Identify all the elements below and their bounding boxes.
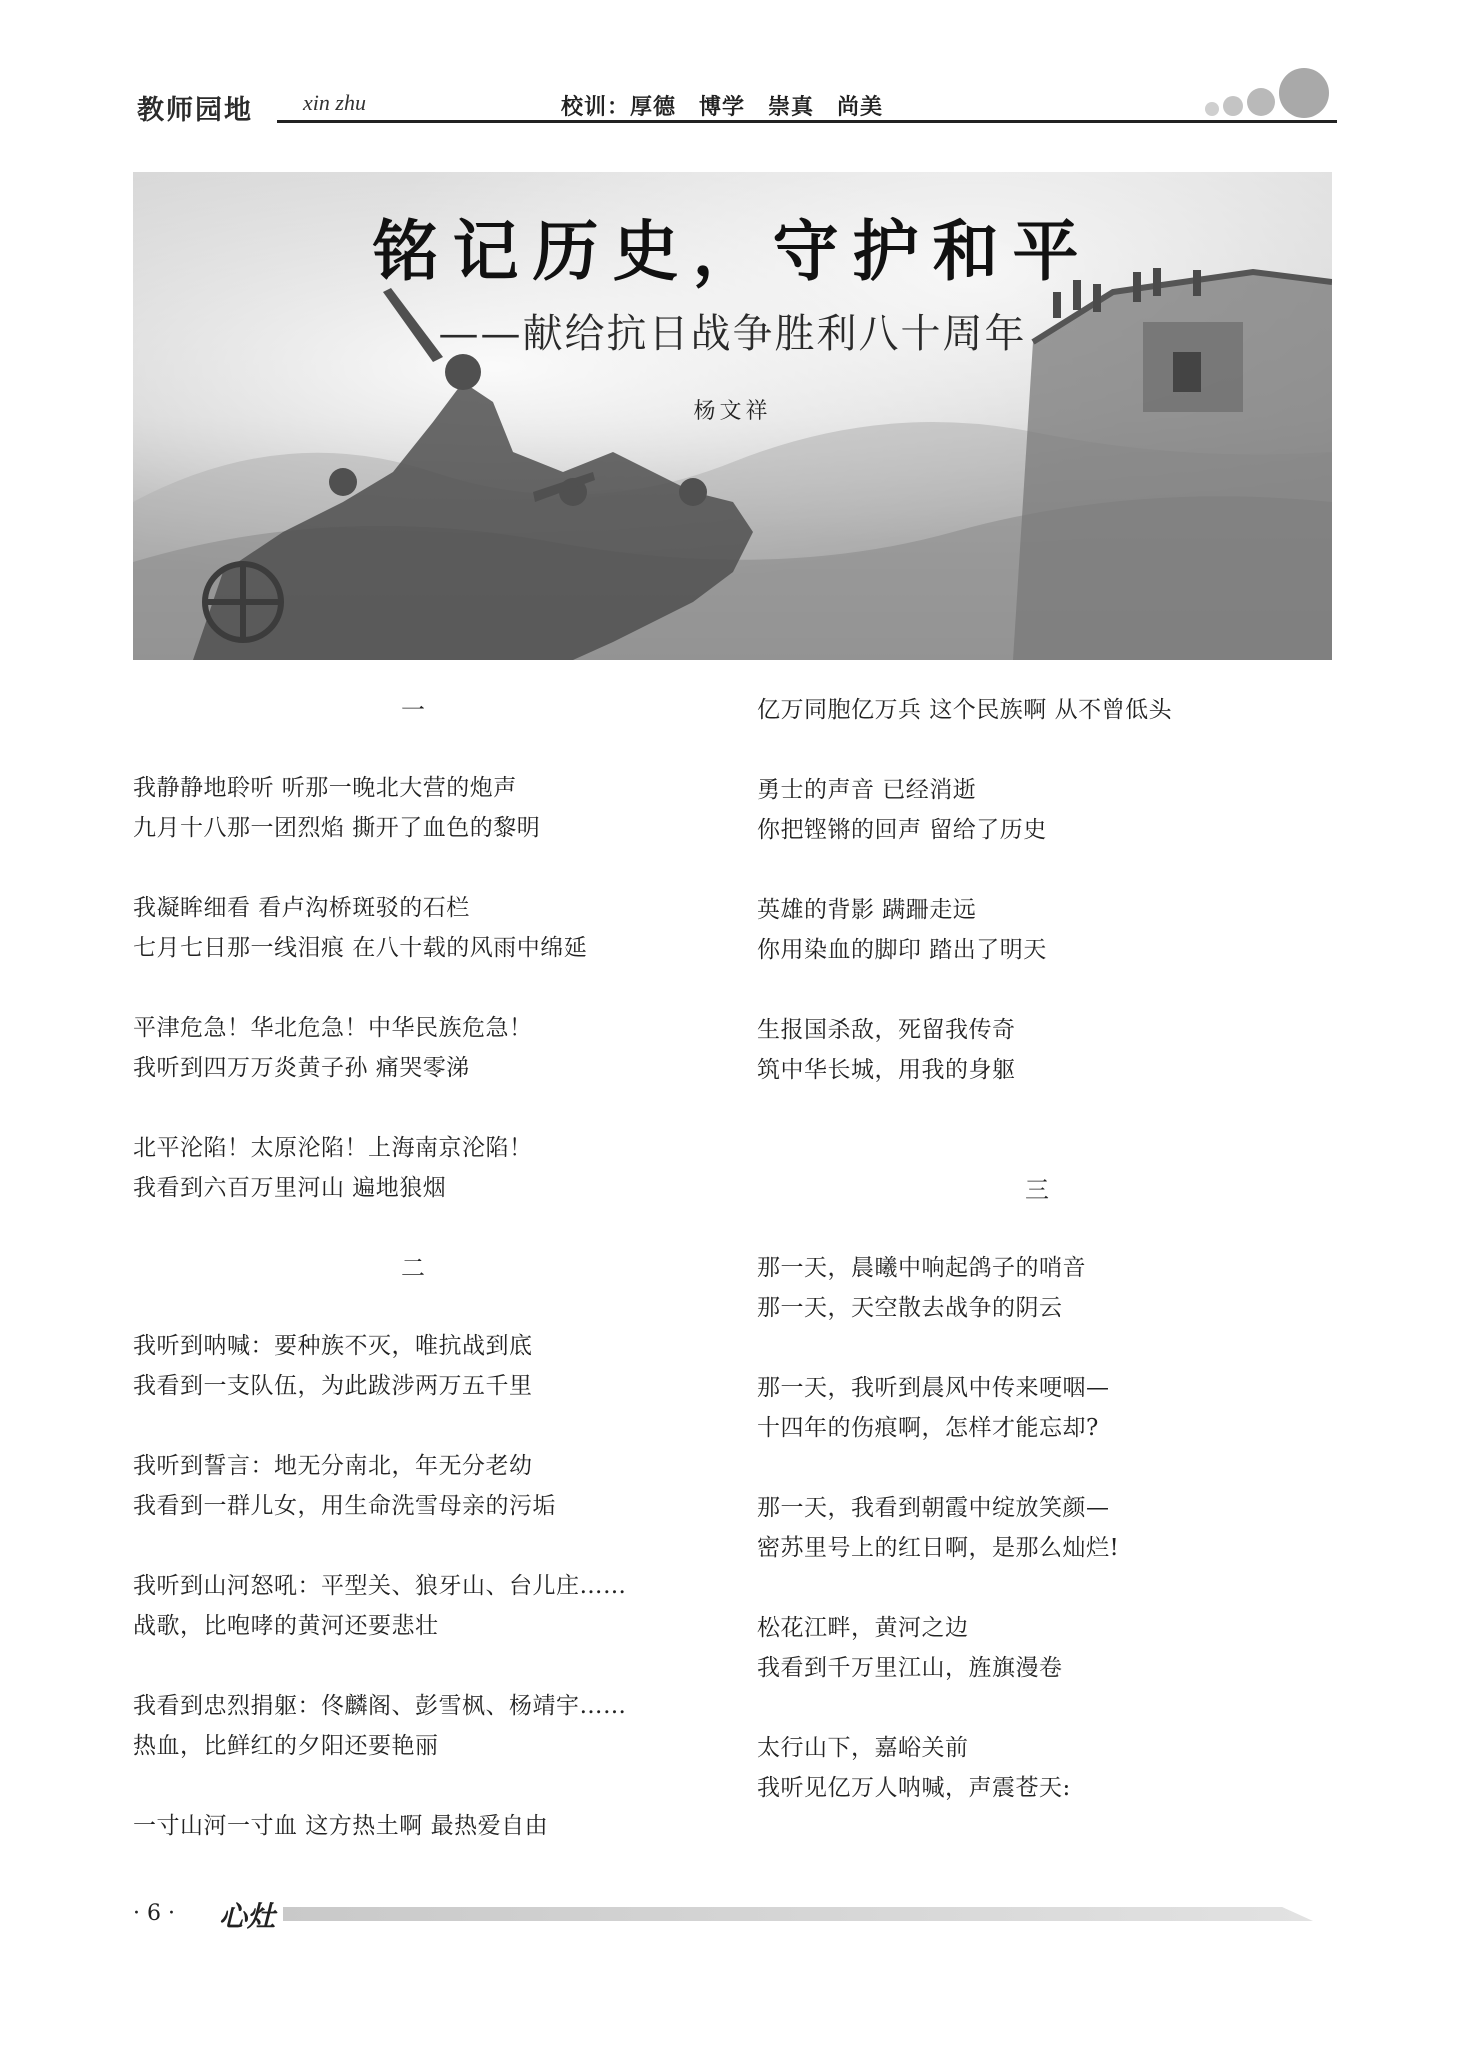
stanza	[133, 1326, 693, 1406]
stanza	[133, 768, 693, 848]
article-author: 杨文祥	[693, 399, 772, 424]
poem-line: 松花江畔，黄河之边	[757, 1615, 969, 1641]
poem-line: 我听到呐喊：要种族不灭，唯抗战到底	[133, 1333, 533, 1359]
article-subtitle: ——献给抗日战争胜利八十周年	[438, 311, 1027, 357]
poem-line: 七月七日那一线泪痕 在八十载的风雨中绵延	[133, 935, 588, 961]
stanza	[757, 1488, 1317, 1568]
page-number: · 6 ·	[133, 1901, 175, 1926]
poem-line: 热血，比鲜红的夕阳还要艳丽	[133, 1733, 439, 1759]
section-pinyin: xin zhu	[303, 90, 366, 115]
stanza	[133, 1686, 693, 1766]
poem-line: 那一天，我看到朝霞中绽放笑颜—	[757, 1495, 1110, 1521]
article-title: 铭记历史，守护和平	[372, 213, 1093, 290]
poem-line: 平津危急！华北危急！中华民族危急！	[133, 1015, 533, 1041]
stanza	[757, 690, 1317, 730]
poem-line: 我凝眸细看 看卢沟桥斑驳的石栏	[133, 895, 470, 921]
footer-bar	[283, 1907, 1313, 1921]
stanza	[133, 1128, 693, 1208]
poem-line: 那一天，天空散去战争的阴云	[757, 1295, 1063, 1321]
poem-line: 我听到四万万炎黄子孙 痛哭零涕	[133, 1055, 470, 1081]
header-rule	[277, 120, 1337, 123]
poem-line: 我静静地聆听 听那一晚北大营的炮声	[133, 775, 517, 801]
poem-line: 北平沦陷！太原沦陷！上海南京沦陷！	[133, 1135, 533, 1161]
stanza	[133, 888, 693, 968]
poem-line: 我听见亿万人呐喊，声震苍天:	[757, 1775, 1071, 1801]
right-column	[757, 690, 1317, 1848]
poem-line: 十四年的伤痕啊，怎样才能忘却?	[757, 1415, 1099, 1441]
poem-line: 太行山下，嘉峪关前	[757, 1735, 969, 1761]
stanza	[757, 1728, 1317, 1808]
section-heading-1: 一	[401, 696, 425, 724]
poem-line: 亿万同胞亿万兵 这个民族啊 从不曾低头	[757, 697, 1173, 723]
school-motto: 校训：厚德 博学 崇真 尚美	[561, 95, 884, 120]
section-heading-3: 三	[1025, 1176, 1049, 1204]
page-header	[133, 80, 1333, 125]
magazine-name: 心灶	[219, 1900, 276, 1933]
poem-line: 勇士的声音 已经消逝	[757, 777, 977, 803]
poem-line: 生报国杀敌，死留我传奇	[757, 1017, 1016, 1043]
poem-line: 筑中华长城，用我的身躯	[757, 1057, 1016, 1083]
stanza	[133, 1806, 693, 1846]
poem-line: 我看到一群儿女，用生命洗雪母亲的污垢	[133, 1493, 556, 1519]
stanza	[757, 1368, 1317, 1448]
poem-line: 那一天，我听到晨风中传来哽咽—	[757, 1375, 1110, 1401]
poem-line: 你把铿锵的回声 留给了历史	[757, 817, 1047, 843]
left-column	[133, 690, 693, 1886]
stanza	[757, 1248, 1317, 1328]
poem-line: 英雄的背影 蹒跚走远	[757, 897, 977, 923]
poem-line: 我看到忠烈捐躯：佟麟阁、彭雪枫、杨靖宇……	[133, 1693, 627, 1719]
stanza	[757, 1608, 1317, 1688]
poem-line: 我看到六百万里河山 遍地狼烟	[133, 1175, 447, 1201]
stanza	[757, 770, 1317, 850]
section-heading-2: 二	[401, 1254, 425, 1282]
stanza	[757, 1010, 1317, 1090]
poem-line: 我看到千万里江山，旌旗漫卷	[757, 1655, 1063, 1681]
decorative-dots-icon	[1193, 68, 1333, 126]
poem-line: 密苏里号上的红日啊，是那么灿烂!	[757, 1535, 1120, 1561]
poem-line: 我听到誓言：地无分南北，年无分老幼	[133, 1453, 533, 1479]
poem-line: 那一天，晨曦中响起鸽子的哨音	[757, 1255, 1086, 1281]
stanza	[133, 1008, 693, 1088]
stanza	[133, 1566, 693, 1646]
title-banner	[133, 172, 1332, 660]
stanza	[757, 890, 1317, 970]
poem-line: 我听到山河怒吼：平型关、狼牙山、台儿庄……	[133, 1573, 627, 1599]
poem-line: 战歌，比咆哮的黄河还要悲壮	[133, 1613, 439, 1639]
poem-line: 你用染血的脚印 踏出了明天	[757, 937, 1047, 963]
page-footer	[133, 1895, 1333, 1935]
stanza	[133, 1446, 693, 1526]
poem-line: 九月十八那一团烈焰 撕开了血色的黎明	[133, 815, 541, 841]
section-title: 教师园地	[137, 95, 253, 126]
poem-line: 我看到一支队伍，为此跋涉两万五千里	[133, 1373, 533, 1399]
poem-line: 一寸山河一寸血 这方热土啊 最热爱自由	[133, 1813, 549, 1839]
